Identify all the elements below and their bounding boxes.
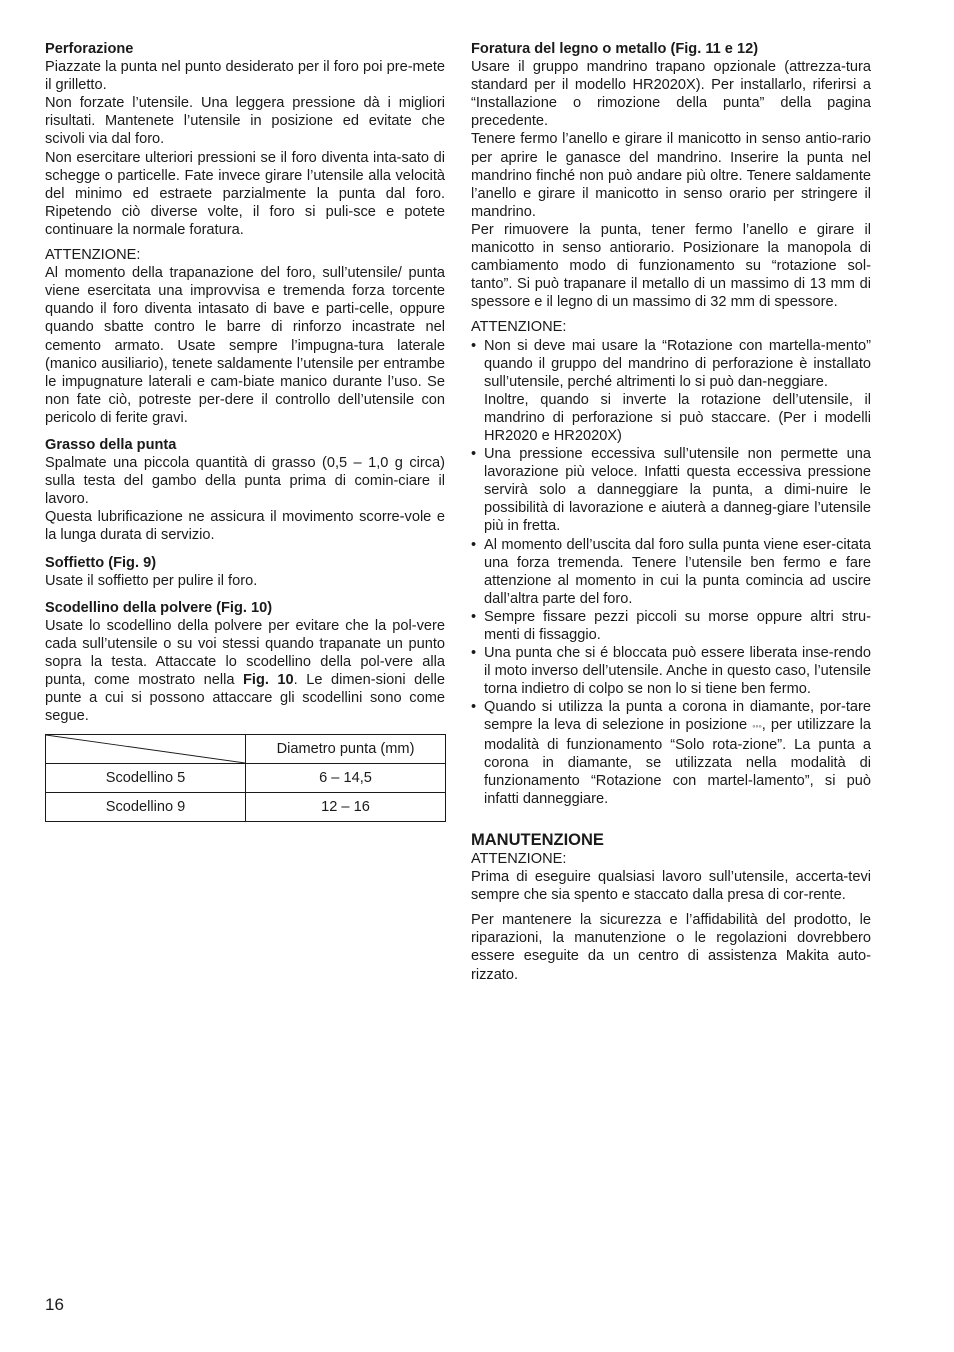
table-cell: 6 – 14,5 <box>246 764 446 793</box>
right-column <box>471 40 871 984</box>
paragraph: Questa lubrificazione ne assicura il movimento scorre-vole e la lunga durata di servizio. <box>45 509 445 544</box>
paragraph: Prima di eseguire qualsiasi lavoro sull’utensile, accerta-tevi sempre che sia spento e staccato dalla presa di cor-rente. <box>471 869 871 904</box>
table-row <box>46 764 446 793</box>
list-item: • Una pressione eccessiva sull’utensile non permette una lavorazione più veloce. Infatti questa eccessiva pressione servirà solo a danneggiare la punta, a dimi-nuire le possibilità di lavorazione e aiuterà a danneg-giare l’utensile più in fretta. <box>471 445 871 535</box>
caution-list <box>471 337 871 808</box>
table-cell: Scodellino 5 <box>46 764 246 793</box>
paragraph: Non esercitare ulteriori pressioni se il foro diventa inta-sato di schegge o particelle. Fate invece girare l’utensile alla velocità del minimo ed estraete parzialmente la punta dal foro. Ripetendo ciò diverse volte, il foro si puli-sce e potete continuare la normale foratura. <box>45 149 445 238</box>
paragraph: Non forzate l’utensile. Una leggera pressione dà i migliori risultati. Mantenete l’utensile in posizione ed evitate che scivoli via dal foro. <box>45 95 445 148</box>
table-cell: 12 – 16 <box>246 793 446 822</box>
page-number: 16 <box>45 1295 64 1314</box>
table-corner-cell <box>46 735 246 764</box>
table-cell: Scodellino 9 <box>46 793 246 822</box>
list-item: • Al momento dell’uscita dal foro sulla punta viene eser-citata una forza tremenda. Tenere l’utensile ben fermo e fare attenzione al momento in cui la punta comincia ad uscire dall’altra parte del foro. <box>471 536 871 608</box>
left-column <box>45 40 445 822</box>
section-title-perforazione: Perforazione <box>45 41 134 57</box>
paragraph: Spalmate una piccola quantità di grasso (0,5 – 1,0 g circa) sulla testa del gambo della punta prima di comin-ciare il lavoro. <box>45 455 445 508</box>
section-title-manutenzione: MANUTENZIONE <box>471 830 604 849</box>
caution-label: ATTENZIONE: <box>471 319 567 336</box>
caution-label: ATTENZIONE: <box>45 247 141 264</box>
section-title-foratura: Foratura del legno o metallo (Fig. 11 e 12) <box>471 41 759 57</box>
paragraph: Per mantenere la sicurezza e l’affidabilità del prodotto, le riparazioni, la manutenzione o le regolazioni dovrebbero essere eseguite da un centro di assistenza Makita auto-rizzato. <box>471 912 871 983</box>
list-item: • Una punta che si é bloccata può essere liberata inse-rendo il moto inverso dell’utensile. Anche in questo caso, l’utensile torna indietro di colpo se non lo si tiene ben fermo. <box>471 644 871 698</box>
table-row <box>46 735 446 764</box>
caution-label: ATTENZIONE: <box>471 850 567 867</box>
table-row <box>46 793 446 822</box>
section-title-grasso: Grasso della punta <box>45 436 177 453</box>
caution-text: Al momento della trapanazione del foro, sull’utensile/ punta viene esercitata una improvvisa e tremenda forza torcente quando il foro diventa intasato di bave e parti-celle, oppure quando sbatte contro le barre di rinforzo incastrate nel cemento armato. Usate sempre l’impugna-tura laterale (manico ausiliario), tenete saldamente l’utensile per entrambe le impugnature laterali e cam-biate manico durante l’uso. Se non fate ciò, potreste per-dere il controllo dell’utensile con pericolo di ferite gravi. <box>45 265 445 426</box>
section-title-soffietto: Soffietto (Fig. 9) <box>45 554 157 571</box>
list-item: • Quando si utilizza la punta a corona in diamante, por-tare sempre la leva di selezione in posizione ◦◦◦, per utilizzare la modalità di funzionamento “Solo rota-zione”. La punta a corona in diamante, se utilizzata nella modalità di funzionamento “Rotazione con martel-lamento”, si può infatti danneggiare. <box>471 698 871 808</box>
dust-cup-table <box>45 734 446 822</box>
list-item: • Non si deve mai usare la “Rotazione con martella-mento” quando il gruppo del mandrino di perforazione è installato sull’utensile, perché altrimenti lo si può dan-neggiare. Inoltre, quando si inverte la rotazione dell’utensile, il mandrino di perforazione si può staccare. (Per i modelli HR2020 e HR2020X) <box>471 337 871 446</box>
section-title-scodellino: Scodellino della polvere (Fig. 10) <box>45 599 273 616</box>
table-header: Diametro punta (mm) <box>246 735 446 764</box>
paragraph: Usate lo scodellino della polvere per evitare che la pol-vere cada sull’utensile o su voi stessi quando trapanate un punto sopra la testa. Attaccate lo scodellino della pol-vere alla punta, come mostrato nella Fig. 10. Le dimen-sioni delle punte a cui si possono attaccare gli scodellini sono come segue. <box>45 617 445 725</box>
paragraph: Usate il soffietto per pulire il foro. <box>45 572 258 589</box>
list-item: • Sempre fissare pezzi piccoli su morse oppure altri stru-menti di fissaggio. <box>471 608 871 644</box>
paragraph: Per rimuovere la punta, tener fermo l’anello e girare il manicotto in senso antiorario. Posizionare la manopola di cambiamento modo di funzionamento su “rotazione sol-tanto”. Si può trapanare il metallo di un massimo di 13 mm di spessore e il legno di un massimo di 32 mm di spessore. <box>471 221 871 311</box>
paragraph: Usare il gruppo mandrino trapano opzionale (attrezza-tura standard per il modello HR2020X). Per installarlo, riferirsi a “Installazione o rimozione della punta” della pagina precedente. <box>471 59 871 130</box>
paragraph: Tenere fermo l’anello e girare il manicotto in senso antio-rario per aprire le ganasce del mandrino. Inserire la punta nel mandrino finché non può andare più oltre. Tenere saldamente l’anello e girare il manicotto in senso orario per stringere il mandrino. <box>471 131 871 220</box>
paragraph: Piazzate la punta nel punto desiderato per il foro poi pre-mete il grilletto. <box>45 59 445 94</box>
rotation-only-symbol-icon: ◦◦◦ <box>752 721 762 732</box>
